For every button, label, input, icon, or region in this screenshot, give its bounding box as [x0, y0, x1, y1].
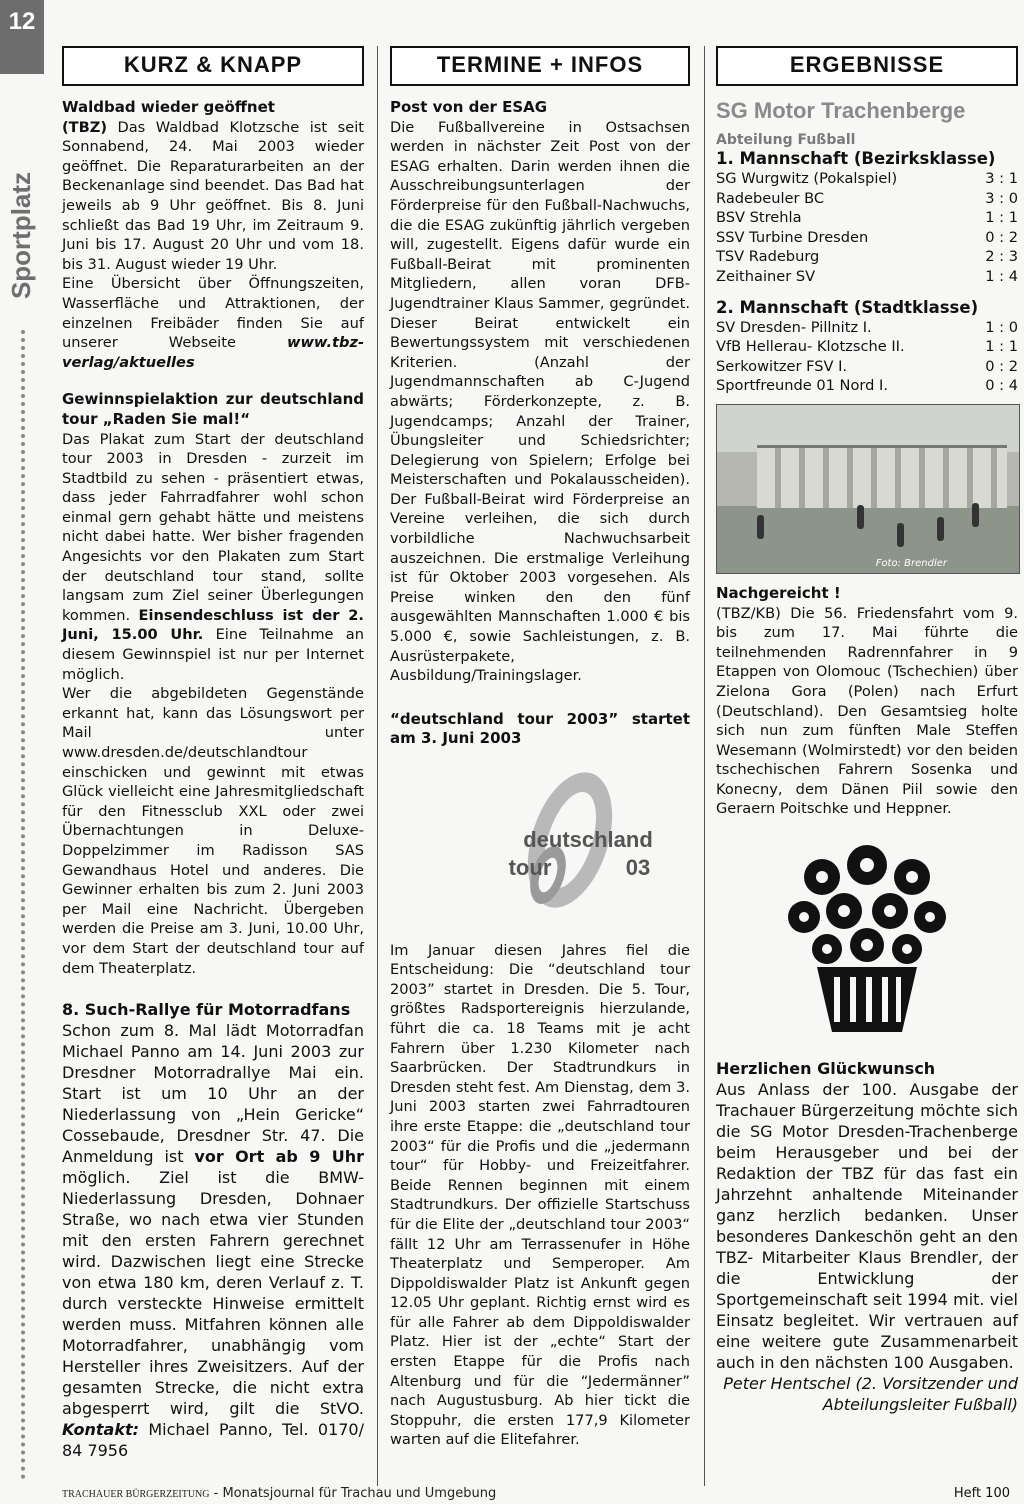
- column-kurz-knapp: [62, 46, 364, 1461]
- opponent: Serkowitzer FSV I.: [716, 357, 848, 375]
- football-photo: [716, 404, 1020, 574]
- page-number: 12: [0, 0, 44, 74]
- column-ergebnisse: [716, 46, 1018, 1415]
- score: 0 : 4: [985, 377, 1018, 395]
- article-title: Gewinnspielaktion zur deutschland tour „Raden Sie mal!“: [62, 390, 364, 428]
- opponent: Sportfreunde 01 Nord I.: [716, 377, 888, 395]
- result-row: [716, 169, 1018, 189]
- dotted-rule: [21, 330, 25, 1480]
- article-glueckwunsch: Herzlichen Glückwunsch Aus Anlass der 100. Ausgabe der Trachauer Bürgerzeitung möchte sich die SG Motor Dresden-Trachenberge beim Herausgeber und bei der Redaktion der TBZ für das fast ein Jahrzehnt anhaltende Miteinander ganz herzlich bedanken. Unser besonderes Dankeschön geht an den TBZ- Mitarbeiter Klaus Brendler, der die Entwicklung der Sportgemeinschaft seit 1994 mit. viel Einsatz begleitet. Wir vertrauen auf eine weitere gute Zusammenarbeit auch in den nächsten 100 Ausgaben. Peter Hentschel (2. Vorsitzender und Abteilungsleiter Fußball): [716, 1059, 1018, 1414]
- article-gewinnspiel: Gewinnspielaktion zur deutschland tour „Raden Sie mal!“ Das Plakat zum Start der deutschland tour 2003 in Dresden - zurzeit im Stadtbild zu sehen - präsentiert etwas, dass jeder Fahrradfahrer wohl schon einmal gern gehabt hätte und meistens nicht dabei hatte. Wer bisher fragenden Angesichts vor den Plakaten zum Start der deutschland tour stand, sollte langsam zum Ziel seiner Überlegungen kommen. Einsendeschluss ist der 2. Juni, 15.00 Uhr. Eine Teilnahme an diesem Gewinnspiel ist nur per Internet möglich. Wer die abgebildeten Gegenstände erkannt hat, kann das Lösungswort per Mail unter www.dresden.de/deutschlandtour einschicken und gewinnt mit etwas Glück vielleicht eine Jahresmitgliedschaft für den Fitnessclub XXL oder zwei Übernachtungen in Deluxe-Doppelzimmer im Radisson SAS Gewandhaus Hotel und anderes. Die Gewinner erhalten bis zum 2. Juni 2003 per Mail eine Nachricht. Übergeben werden die Preise am 3. Juni, 10.00 Uhr, vor dem Start der deutschland tour auf dem Theaterplatz.: [62, 390, 364, 977]
- photo-caption: Foto: Brendler: [875, 557, 947, 569]
- article-deutschland-tour: “deutschland tour 2003” startet am 3. Juni 2003 deutschland tour 03 Im Januar diesen Jahres fiel die Entscheidung: Die “deutschland tour 2003” startet in Dresden. Die 5. Tour, größtes Radsportereignis hierzulande, führt die ca. 18 Teams mit je acht Fahrern über 1.230 Kilometer nach Saarbrücken. Der Stadtrundkurs in Dresden steht fest. Am Dienstag, dem 3. Juni 2003 starten zwei Fahrradtouren ihre erste Etappe: die „deutschland tour 2003“ für die Profis und die „jedermann tour“ für Hobby- und Freizeitfahrer. Beide Rennen beginnen mit einem Stadtrundkurs. Der offizielle Startschuss für die Elite der „deutschland tour 2003“ fällt 12 Uhr am Terrassenufer in Höhe Theaterplatz und Semperoper. Am Dippoldiswalder Platz ist Ankunft gegen 12.05 Uhr geplant. Richtig ernst wird es für alle Fahrer ab dem Dippoldiswalder Platz. Hier ist der „echte“ Start der ersten Etappe für die Profis nach Altenburg und für die “Jedermänner” nach Augustusburg. Ab hier tickt die Stoppuhr, die ersten 177,9 Kilometer warten auf die Elitefahrer.: [390, 709, 690, 1449]
- result-row: [716, 357, 1018, 377]
- issue-number: Heft 100: [953, 1486, 1010, 1501]
- column-termine-infos: [390, 46, 690, 1450]
- opponent: BSV Strehla: [716, 209, 802, 227]
- section-label: Sportplatz: [6, 171, 37, 299]
- article-rallye: 8. Such-Rallye für Motorradfans Schon zum 8. Mal lädt Motorradfan Michael Panno am 14. Juni 2003 zur Dresdner Motorradrallye Mai ein. Start ist um 10 Uhr an der Niederlassung von „Hein Gericke“ Cossebaude, Dresdner Str. 47. Die Anmeldung ist vor Ort ab 9 Uhr möglich. Ziel ist die BMW-Niederlassung Dresden, Dohnaer Straße, wo nach etwa vier Stunden mit den ersten Fahrern gerechnet wird. Dazwischen liegt eine Strecke von etwa 180 km, deren Verlauf z. T. durch versteckte Hinweise ermittelt werden muss. Mitfahren können alle Motorradfahrer, unabhängig vom Hersteller ihres Zweisitzers. Auf der gesamten Strecke, die nicht extra abgesperrt wird, gilt die StVO. Kontakt: Michael Panno, Tel. 0170/ 84 7956: [62, 1000, 364, 1460]
- result-row: [716, 228, 1018, 248]
- website-link[interactable]: www.tbz-verlag/aktuelles: [62, 334, 364, 371]
- opponent: SG Wurgwitz (Pokalspiel): [716, 170, 898, 187]
- masthead: TRACHAUER BÜRGERZEITUNG: [62, 1489, 210, 1500]
- opponent: SV Dresden- Pillnitz I.: [716, 318, 872, 336]
- article-title: Nachgereicht !: [716, 583, 841, 602]
- result-row: [716, 247, 1018, 267]
- article-title: Waldbad wieder geöffnet: [62, 98, 275, 116]
- score: 0 : 2: [985, 228, 1018, 246]
- article-nachgereicht: Nachgereicht ! (TBZ/KB) Die 56. Friedensfahrt vom 9. bis zum 17. Mai führte die teilnehmenden Radrennfahrer in 9 Etappen von Olomouc (Tschechien) über Zielona Gora (Polen) nach Erfurt (Deutschland). Den Gesamtsieg holte sich nun zum fünften Male Steffen Wesemann (Wolmirstedt) vor den beiden tschechischen Fahrern Sosenka und Konecny, dem Dänen Piil sowie den Geraern Poitschke und Heppner.: [716, 583, 1018, 818]
- results-table-2: [716, 318, 1018, 396]
- score: 3 : 1: [985, 170, 1018, 187]
- article-title: Post von der ESAG: [390, 98, 548, 116]
- signature: Peter Hentschel (2. Vorsitzender und Abteilungsleiter Fußball): [723, 1373, 1018, 1414]
- column-divider: [377, 46, 378, 1486]
- score: 3 : 0: [985, 189, 1018, 207]
- deutschland-tour-logo: [390, 765, 690, 921]
- result-row: [716, 337, 1018, 357]
- result-row: [716, 267, 1018, 287]
- club-name: SG Motor Trachenberge: [716, 98, 966, 123]
- svg-text:deutschland: deutschland: [523, 827, 653, 852]
- article-title: “deutschland tour 2003” startet am 3. Juni 2003: [390, 709, 690, 748]
- score: 0 : 2: [985, 357, 1018, 375]
- team-heading: 1. Mannschaft (Bezirksklasse): [716, 149, 996, 168]
- score: 1 : 1: [985, 338, 1018, 356]
- score: 1 : 0: [985, 318, 1018, 336]
- article-esag: Post von der ESAG Die Fußballvereine in Ostsachsen werden in nächster Zeit Post von der ESAG erhalten. Darin werden ihnen die Ausschreibungsunterlagen der Förderpreise für den Fußball-Nachwuchs, die die ESAG zukünftig jährlich vergeben will, zugestellt. Eigens dafür wurde ein Fußball-Beirat mit prominenten Mitgliedern, allen voran DFB-Jugendtrainer Klaus Sammer, gegründet. Dieser Beirat entwickelt ein Bewertungssystem mit verschiedenen Kriterien. (Anzahl der Jugendmannschaften ab C-Jugend abwärts; Förderkonzepte, z. B. Jugendcamps; Anzahl der Trainer, Übungsleiter und Schiedsrichter; Delegierung von Spielern; Erfolge bei Meisterschaften und Pokalausscheiden). Der Fußball-Beirat wird Förderpreise an Vereine verleihen, die sich durch vorbildliche Nachwuchsarbeit auszeichnen. Die erstmalige Verleihung ist für Oktober 2003 vorgesehen. Als Preise winken den den fünf ausgewählten Mannschaften 1.000 € bis 5.000 €, sowie Sachleistungen, z. B. Ausrüsterpakete, Ausbildung/Trainingslager.: [390, 98, 690, 685]
- department: Abteilung Fußball: [716, 132, 856, 148]
- opponent: Radebeuler BC: [716, 189, 825, 207]
- opponent: Zeithainer SV: [716, 267, 816, 285]
- svg-text:tour: tour: [508, 855, 552, 880]
- article-waldbad: Waldbad wieder geöffnet (TBZ) Das Waldbad Klotzsche ist seit Sonnabend, 24. Mai 2003 wieder geöffnet. Die Reparaturarbeiten an der Beckenanlage sind beendet. Das Bad hat jeweils ab 9 Uhr geöffnet. Bis 8. Juni schließt das Bad 19 Uhr, im Zeitraum 9. Juni bis 17. August 20 Uhr und vom 18. bis 31. August wieder 19 Uhr. Eine Übersicht über Öffnungszeiten, Wasserfläche und Attraktionen, der einzelnen Freibäder finden Sie auf unserer Webseite www.tbz-verlag/aktuelles: [62, 98, 364, 371]
- result-row: [716, 376, 1018, 396]
- opponent: VfB Hellerau- Klotzsche II.: [716, 338, 905, 356]
- score: 1 : 1: [985, 209, 1018, 227]
- result-row: [716, 318, 1018, 338]
- flower-basket-illustration: [716, 837, 1018, 1041]
- article-title: Herzlichen Glückwunsch: [716, 1059, 936, 1079]
- results-table-1: [716, 169, 1018, 287]
- footer: TRACHAUER BÜRGERZEITUNG - Monatsjournal für Trachau und Umgebung: [62, 1486, 497, 1501]
- score: 1 : 4: [985, 267, 1018, 285]
- column-header: KURZ & KNAPP: [62, 46, 364, 86]
- result-row: [716, 189, 1018, 209]
- article-title: 8. Such-Rallye für Motorradfans: [62, 1000, 351, 1020]
- result-row: [716, 208, 1018, 228]
- svg-text:03: 03: [625, 855, 651, 880]
- score: 2 : 3: [985, 248, 1018, 266]
- opponent: SSV Turbine Dresden: [716, 228, 869, 246]
- team-heading: 2. Mannschaft (Stadtklasse): [716, 297, 979, 317]
- column-header: TERMINE + INFOS: [390, 46, 690, 86]
- opponent: TSV Radeburg: [716, 248, 820, 266]
- column-divider: [704, 46, 705, 1486]
- column-header: ERGEBNISSE: [716, 46, 1018, 86]
